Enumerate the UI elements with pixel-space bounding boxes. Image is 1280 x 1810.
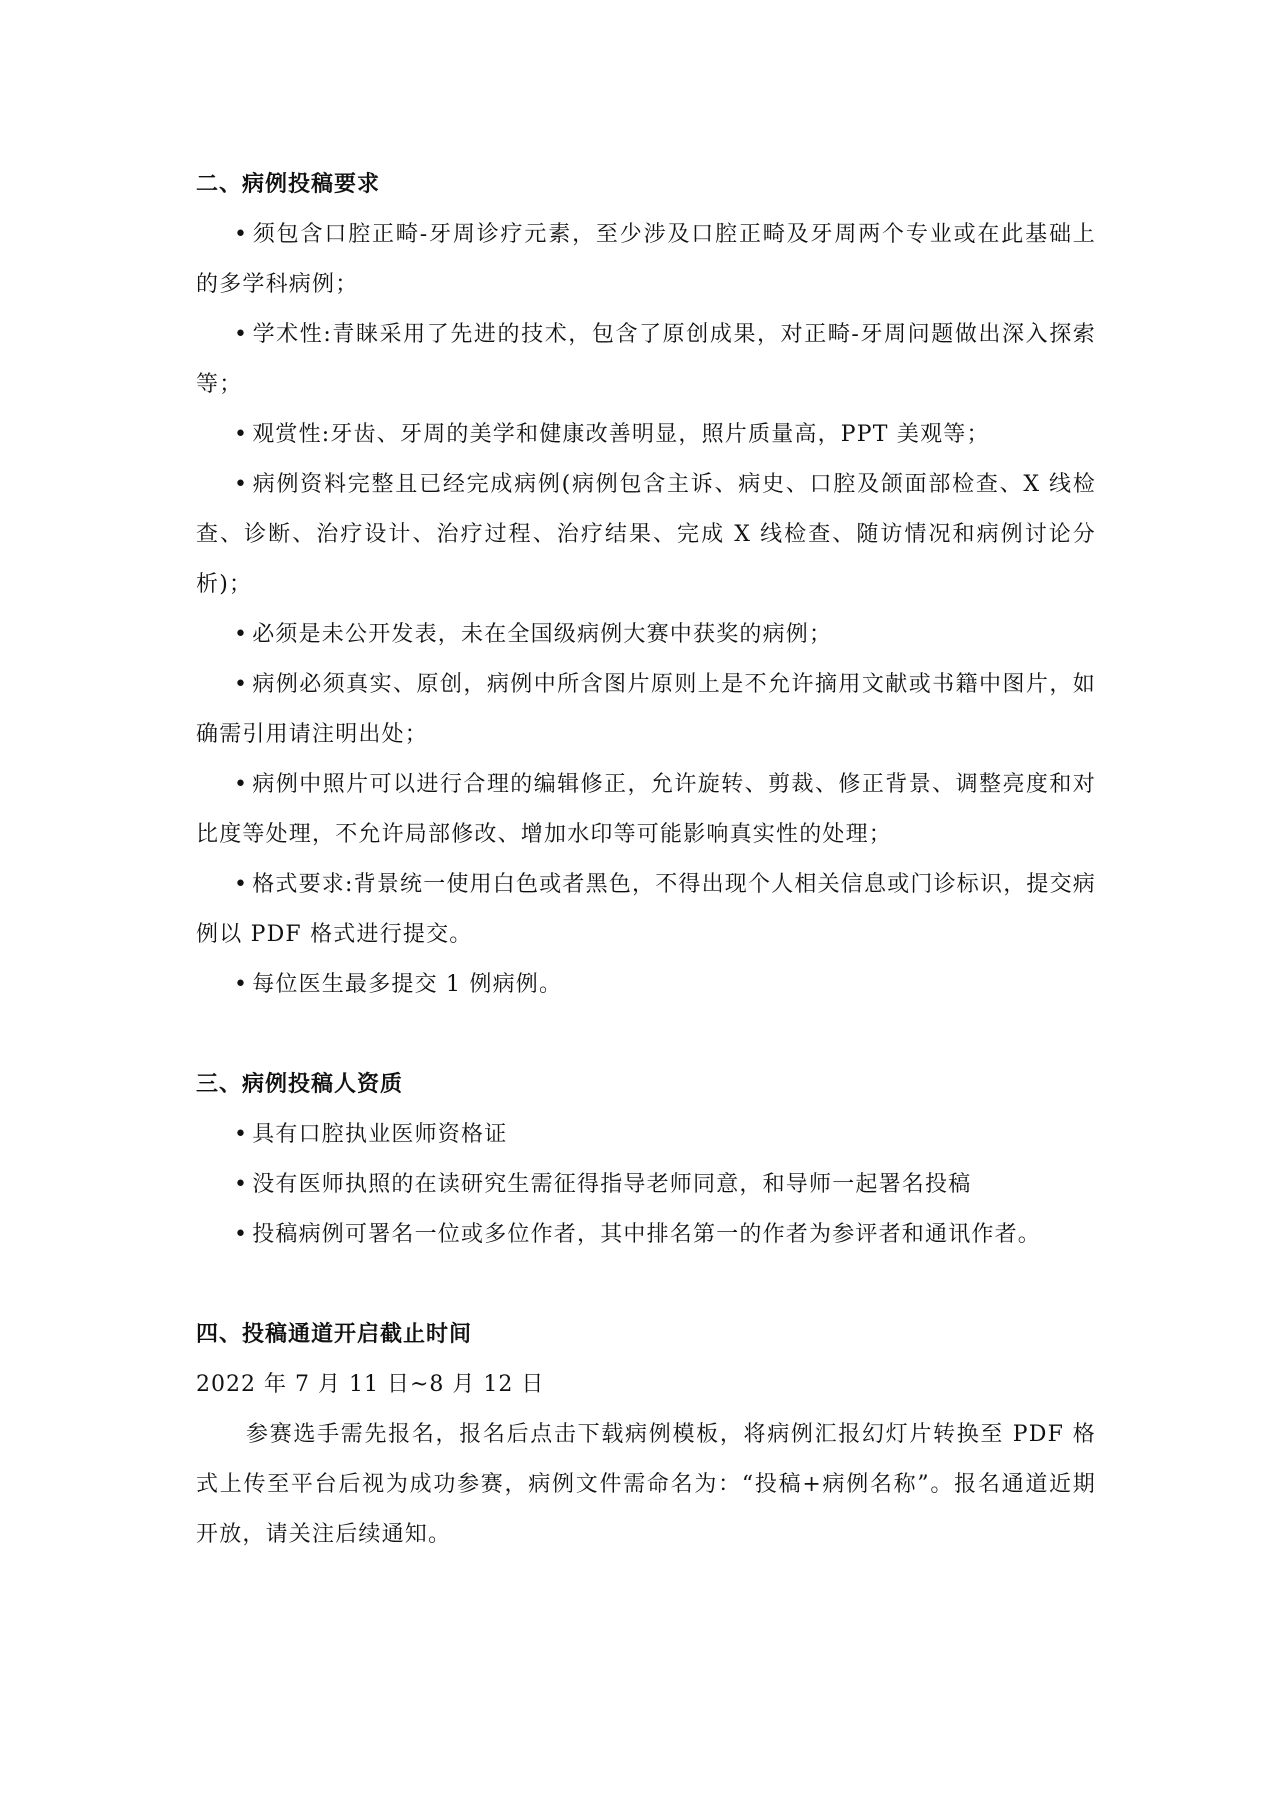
list-item-text: 没有医师执照的在读研究生需征得指导老师同意，和导师一起署名投稿 (252, 1172, 972, 1197)
list-item (196, 1160, 1096, 1210)
list-item (196, 960, 1096, 1010)
list-item-text: 观赏性:牙齿、牙周的美学和健康改善明显，照片质量高，PPT 美观等； (252, 422, 990, 447)
list-item-text: 学术性:青睐采用了先进的技术，包含了原创成果，对正畸-牙周问题做出深入探索等； (196, 322, 1096, 397)
section-title-author-qualifications: 三、病例投稿人资质 (196, 1072, 404, 1097)
bullet-icon: • (234, 472, 249, 497)
list-item-text: 必须是未公开发表，未在全国级病例大赛中获奖的病例； (252, 622, 833, 647)
list-item-text: 须包含口腔正畸-牙周诊疗元素，至少涉及口腔正畸及牙周两个专业或在此基础上的多学科病例； (196, 222, 1096, 297)
list-item (196, 210, 1096, 310)
list-item (196, 660, 1096, 760)
list-item-text: 病例资料完整且已经完成病例(病例包含主诉、病史、口腔及颌面部检查、X 线检查、诊断、治疗设计、治疗过程、治疗结果、完成 X 线检查、随访情况和病例讨论分析)； (196, 472, 1096, 597)
list-item (196, 460, 1096, 610)
bullet-icon: • (234, 972, 249, 997)
list-item-text: 具有口腔执业医师资格证 (252, 1122, 508, 1147)
list-item (196, 860, 1096, 960)
list-item (196, 310, 1096, 410)
list-item (196, 1210, 1096, 1260)
bullet-icon: • (234, 872, 249, 897)
list-item-text: 格式要求:背景统一使用白色或者黑色，不得出现个人相关信息或门诊标识，提交病例以 PDF 格式进行提交。 (196, 872, 1097, 947)
bullet-icon: • (234, 672, 249, 697)
list-item-text: 病例中照片可以进行合理的编辑修正，允许旋转、剪裁、修正背景、调整亮度和对比度等处理，不允许局部修改、增加水印等可能影响真实性的处理； (196, 772, 1096, 847)
bullet-icon: • (234, 622, 249, 647)
list-item-text: 病例必须真实、原创，病例中所含图片原则上是不允许摘用文献或书籍中图片，如确需引用请注明出处； (196, 672, 1096, 747)
list-item (196, 410, 1096, 460)
bullet-icon: • (234, 772, 249, 797)
section-spacer (196, 1260, 1096, 1310)
section-spacer (196, 1010, 1096, 1060)
section-title-submission-requirements: 二、病例投稿要求 (196, 172, 381, 197)
section-title-submission-period: 四、投稿通道开启截止时间 (196, 1322, 473, 1347)
submission-instructions: 参赛选手需先报名，报名后点击下载病例模板，将病例汇报幻灯片转换至 PDF 格式上传至平台后视为成功参赛，病例文件需命名为：“投稿+病例名称”。报名通道近期开放，请关注后续通知。 (196, 1422, 1096, 1547)
list-item-text: 每位医生最多提交 1 例病例。 (252, 972, 563, 997)
bullet-icon: • (234, 1222, 249, 1247)
submission-date-range: 2022 年 7 月 11 日~8 月 12 日 (196, 1372, 545, 1397)
list-item-text: 投稿病例可署名一位或多位作者，其中排名第一的作者为参评者和通讯作者。 (252, 1222, 1041, 1247)
list-item (196, 610, 1096, 660)
bullet-icon: • (234, 1172, 249, 1197)
author-qualifications-list (196, 1110, 1096, 1260)
bullet-icon: • (234, 222, 249, 247)
document-content (196, 160, 1096, 1560)
list-item (196, 1110, 1096, 1160)
submission-requirements-list (196, 210, 1096, 1010)
bullet-icon: • (234, 422, 249, 447)
bullet-icon: • (234, 1122, 249, 1147)
bullet-icon: • (234, 322, 249, 347)
list-item (196, 760, 1096, 860)
